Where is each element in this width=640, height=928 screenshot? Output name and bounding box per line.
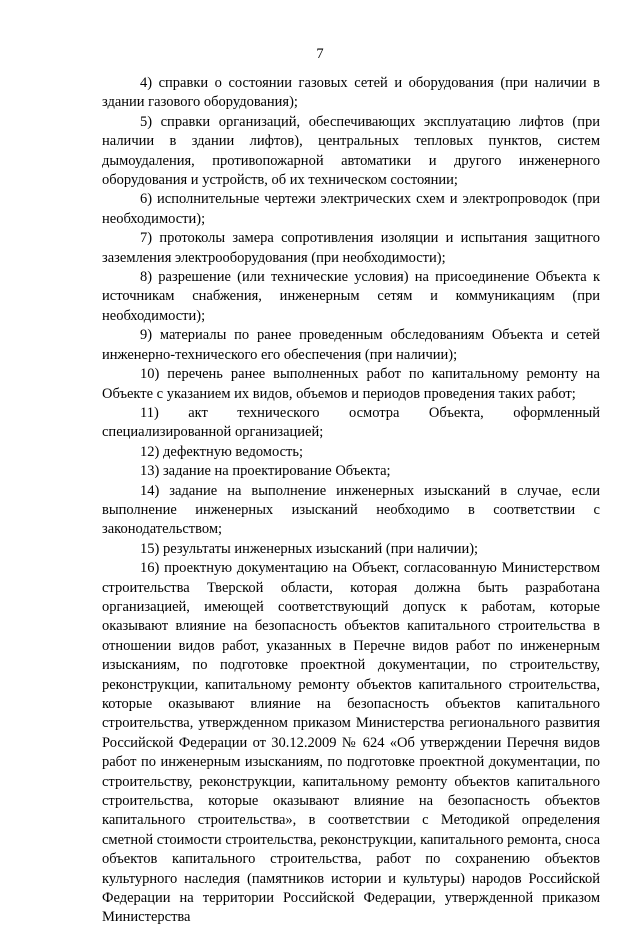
list-item-15-survey-results: 15) результаты инженерных изысканий (при наличии); <box>140 540 479 557</box>
list-item-9-previous-surveys: 9) материалы по ранее проведенным обследованиям Объекта и сетей инженерно-технического его обеспечения (при наличии); <box>102 327 600 363</box>
list-item-4-gas-networks: 4) справки о состоянии газовых сетей и оборудования (при наличии в здании газового оборудования); <box>102 75 600 111</box>
list-item-13-design-assignment: 13) задание на проектирование Объекта; <box>140 463 391 480</box>
list-item-7-insulation-protocols: 7) протоколы замера сопротивления изоляции и испытания защитного заземления электрооборудования (при необходимости); <box>102 230 600 266</box>
list-item-16-project-documentation: 16) проектную документацию на Объект, согласованную Министерством строительства Тверской области, которая должна быть разработана организацией, имеющей соответствующий допуск к работам, которые оказывают влияние на безопасность объектов капитального строительства в отношении видов работ, указанных в Перечне видов работ по инженерным изысканиям, по подготовке проектной документации, по строительству, реконструкции, капитальному ремонту объектов капитального строительства, которые оказывают влияние на безопасность объектов капитального строительства, утвержденном приказом Министерства регионального развития Российской Федерации от 30.12.2009 № 624 «Об утверждении Перечня видов работ по инженерным изысканиям, по подготовке проектной документации, по строительству, реконструкции, капитальному ремонту объектов капитального строительства, которые оказывают влияние на безопасность объектов капитального строительства», в соответствии с Методикой определения сметной стоимости строительства, реконструкции, капитального ремонта, сноса объектов капитального строительства, работ по сохранению объектов культурного наследия (памятников истории и культуры) народов Российской Федерации на территории Российской Федерации, утвержденной приказом Министерства <box>102 560 601 926</box>
list-item-12-defect-statement: 12) дефектную ведомость; <box>140 443 303 460</box>
list-item-11-inspection-act: 11) акт технического осмотра Объекта, оформленный специализированной организацией; <box>102 404 600 441</box>
page-number: 7 <box>316 46 324 62</box>
list-item-6-electrical-drawings: 6) исполнительные чертежи электрических схем и электропроводок (при необходимости); <box>102 191 600 227</box>
document-body <box>102 74 600 928</box>
list-item-5-elevator-certificates: 5) справки организаций, обеспечивающих эксплуатацию лифтов (при наличии в здании лифтов), центральных тепловых пунктов, систем дымоудаления, противопожарной автоматики и другого инженерного оборудования и устройств, об их техническом состоянии; <box>102 113 600 189</box>
list-item-10-previous-repairs: 10) перечень ранее выполненных работ по капитальному ремонту на Объекте с указанием их видов, объемов и периодов проведения таких работ; <box>102 366 600 402</box>
list-item-8-connection-permit: 8) разрешение (или технические условия) на присоединение Объекта к источникам снабжения, инженерным сетям и коммуникациям (при необходимости); <box>102 269 600 324</box>
list-item-14-survey-assignment: 14) задание на выполнение инженерных изысканий в случае, если выполнение инженерных изысканий необходимо в соответствии с законодательством; <box>102 482 600 538</box>
